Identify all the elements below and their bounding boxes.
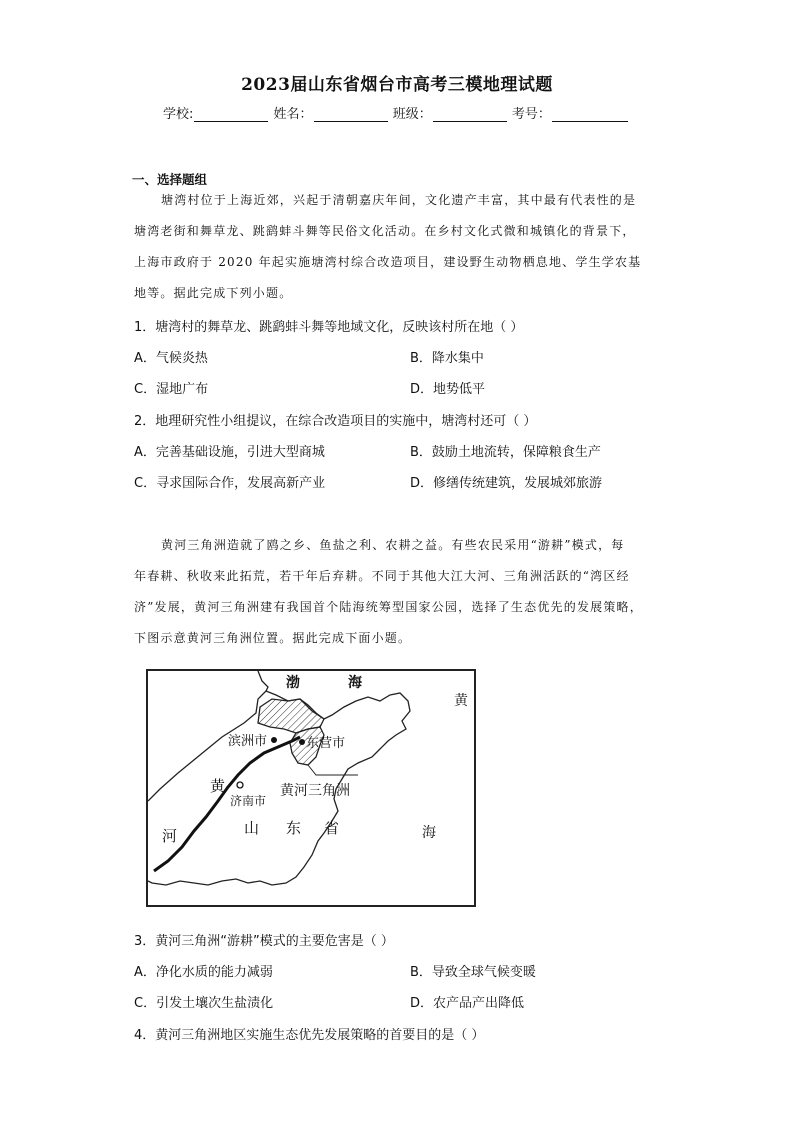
yellow-river-delta-map (146, 669, 476, 907)
question-2-option-c[interactable]: C．寻求国际合作，发展高新产业 (134, 476, 326, 491)
school-blank[interactable] (194, 107, 268, 122)
name-label: 姓名： (273, 107, 313, 122)
huanghai-label-2: 海 (422, 825, 436, 841)
question-2-option-a[interactable]: A．完善基础设施，引进大型商城 (134, 445, 325, 460)
bohai-label-1: 渤 (286, 675, 300, 691)
question-2-option-d[interactable]: D．修缮传统建筑，发展城郊旅游 (410, 476, 603, 491)
question-1-option-c[interactable]: C．湿地广布 (134, 382, 209, 397)
passage-1-line: 地等。据此完成下列小题。 (134, 286, 293, 300)
binzhou-label: 滨洲市 (228, 734, 268, 749)
province-label-3: 省 (324, 819, 340, 837)
question-1-option-d[interactable]: D．地势低平 (410, 382, 486, 397)
passage-2-line: 黄河三角洲造就了鸥之乡、鱼盐之利、农耕之益。有些农民采用“游耕”模式，每 (161, 538, 625, 552)
question-1-option-a[interactable]: A．气候炎热 (134, 351, 208, 366)
page-title: 2023届山东省烟台市高考三模地理试题 (241, 75, 553, 95)
class-label: 班级： (392, 107, 432, 122)
question-4-stem: 4．黄河三角洲地区实施生态优先发展策略的首要目的是（ ） (134, 1028, 485, 1043)
question-2-option-b[interactable]: B．鼓励土地流转，保障粮食生产 (410, 445, 601, 460)
map-graphic (148, 671, 474, 905)
yellow-river-label-1: 黄 (210, 777, 226, 795)
question-1-stem: 1．塘湾村的舞草龙、跳鹞蚌斗舞等地域文化，反映该村所在地（ ） (134, 320, 524, 335)
passage-1-line: 上海市政府于 2020 年起实施塘湾村综合改造项目，建设野生动物栖息地、学生学农基 (134, 255, 642, 269)
student-info-line (163, 103, 629, 122)
delta-leader-line (308, 765, 358, 775)
school-label: 学校: (163, 107, 194, 122)
name-blank[interactable] (314, 107, 388, 122)
section-heading: 一、选择题组 (132, 172, 208, 187)
question-3-stem: 3．黄河三角洲“游耕”模式的主要危害是（ ） (134, 934, 394, 949)
yellow-river-label-2: 河 (162, 827, 178, 845)
passage-2-line: 年春耕、秋收来此拓荒，若干年后弃耕。不同于其他大江大河、三角洲活跃的“湾区经 (134, 569, 630, 583)
passage-2 (134, 530, 664, 654)
exam-number-blank[interactable] (552, 107, 628, 122)
delta-label: 黄河三角洲 (280, 783, 350, 799)
bohai-coast-inlet (258, 671, 268, 691)
province-label-2: 东 (286, 819, 302, 837)
passage-1-line: 塘湾村位于上海近郊，兴起于清朝嘉庆年间，文化遗产丰富，其中最有代表性的是 (161, 193, 637, 207)
class-blank[interactable] (433, 107, 507, 122)
passage-1 (134, 185, 664, 309)
bohai-label-2: 海 (348, 675, 362, 691)
question-1-option-b[interactable]: B．降水集中 (410, 351, 484, 366)
passage-2-line: 济”发展，黄河三角洲建有我国首个陆海统筹型国家公园，选择了生态优先的发展策略， (134, 600, 643, 614)
binzhou-marker (271, 737, 277, 743)
question-3-option-d[interactable]: D．农产品产出降低 (410, 996, 525, 1011)
passage-1-line: 塘湾老街和舞草龙、跳鹞蚌斗舞等民俗文化活动。在乡村文化式微和城镇化的背景下， (134, 224, 636, 238)
dongying-marker (299, 739, 305, 745)
exam-number-label: 考号： (511, 107, 551, 122)
passage-2-line: 下图示意黄河三角洲位置。据此完成下面小题。 (134, 631, 412, 645)
question-2-stem: 2．地理研究性小组提议，在综合改造项目的实施中，塘湾村还可（ ） (134, 414, 537, 429)
question-3-option-b[interactable]: B．导致全球气候变暖 (410, 965, 536, 980)
dongying-label: 东营市 (306, 736, 346, 751)
province-label-1: 山 (244, 819, 260, 837)
question-3-option-a[interactable]: A．净化水质的能力减弱 (134, 965, 273, 980)
yellow-river (154, 737, 300, 871)
jinan-label: 济南市 (230, 794, 267, 808)
huanghai-label-1: 黄 (454, 693, 468, 709)
question-3-option-c[interactable]: C．引发土壤次生盐渍化 (134, 996, 274, 1011)
jinan-marker (237, 782, 243, 788)
